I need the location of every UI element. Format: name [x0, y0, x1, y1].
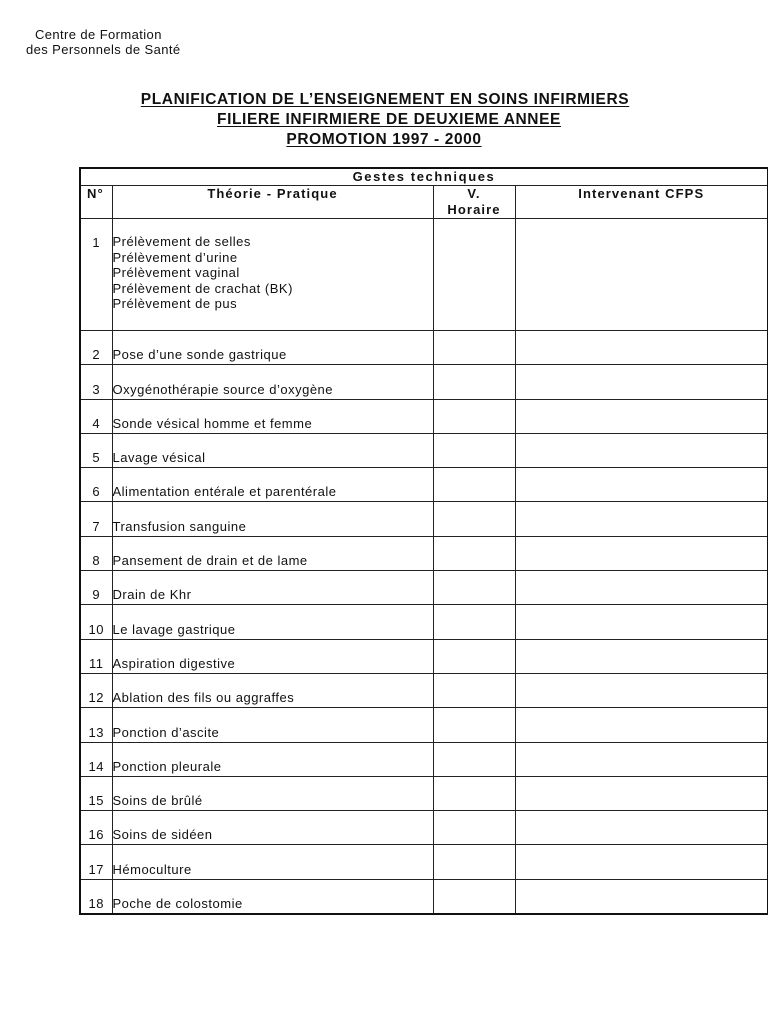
row-hours-cell[interactable]	[433, 879, 515, 914]
row-label: Aspiration digestive	[112, 639, 433, 673]
row-hours-cell[interactable]	[433, 536, 515, 570]
row-number: 1	[80, 219, 112, 331]
row-speaker-cell[interactable]	[515, 879, 768, 914]
row-number: 18	[80, 879, 112, 914]
row-number: 13	[80, 708, 112, 742]
table-caption: Gestes techniques	[80, 168, 768, 186]
row-number: 8	[80, 536, 112, 570]
row-label: Pansement de drain et de lame	[112, 536, 433, 570]
table-row	[80, 399, 768, 433]
row-hours-cell[interactable]	[433, 811, 515, 845]
organization-line-2: des Personnels de Santé	[26, 42, 181, 57]
row-speaker-cell[interactable]	[515, 433, 768, 467]
table-row	[80, 331, 768, 365]
row-hours-cell[interactable]	[433, 673, 515, 707]
row-number: 5	[80, 433, 112, 467]
row-item: Prélèvement de crachat (BK)	[112, 280, 293, 296]
row-label: Poche de colostomie	[112, 879, 433, 914]
table-row	[80, 708, 768, 742]
table-row	[80, 639, 768, 673]
row-item: Prélèvement vaginal	[112, 265, 240, 281]
row-number: 10	[80, 605, 112, 639]
row-number: 9	[80, 571, 112, 605]
table-row	[80, 536, 768, 570]
row-hours-cell[interactable]	[433, 331, 515, 365]
row-number: 3	[80, 365, 112, 399]
row-speaker-cell[interactable]	[515, 639, 768, 673]
column-header-hours	[433, 186, 515, 219]
row-hours-cell[interactable]	[433, 639, 515, 673]
row-item: Prélèvement de pus	[112, 296, 238, 312]
title-line-2: FILIERE INFIRMIERE DE DEUXIEME ANNEE	[217, 111, 561, 128]
column-header-number: N°	[80, 186, 112, 219]
row-hours-cell[interactable]	[433, 502, 515, 536]
row-number: 4	[80, 399, 112, 433]
row-speaker-cell[interactable]	[515, 468, 768, 502]
column-header-theory: Théorie - Pratique	[112, 186, 433, 219]
row-speaker-cell[interactable]	[515, 399, 768, 433]
table-row	[80, 219, 768, 331]
row-label: Ponction d’ascite	[112, 708, 433, 742]
row-hours-cell[interactable]	[433, 845, 515, 879]
techniques-table	[79, 167, 768, 915]
row-label: Le lavage gastrique	[112, 605, 433, 639]
table-row	[80, 845, 768, 879]
row-item: Prélèvement de selles	[112, 234, 251, 249]
row-speaker-cell[interactable]	[515, 776, 768, 810]
row-hours-cell[interactable]	[433, 776, 515, 810]
table-row	[80, 502, 768, 536]
row-hours-cell[interactable]	[433, 399, 515, 433]
table-row	[80, 365, 768, 399]
table-row	[80, 776, 768, 810]
title-line-1: PLANIFICATION DE L’ENSEIGNEMENT EN SOINS INFIRMIERS	[140, 91, 630, 108]
row-number: 16	[80, 811, 112, 845]
row-label: Hémoculture	[112, 845, 433, 879]
row-item: Prélèvement d’urine	[112, 249, 238, 265]
table-row	[80, 468, 768, 502]
table-row	[80, 571, 768, 605]
table-row	[80, 433, 768, 467]
column-header-hours-line1: V.	[467, 186, 481, 201]
row-speaker-cell[interactable]	[515, 219, 768, 331]
row-hours-cell[interactable]	[433, 219, 515, 331]
row-number: 17	[80, 845, 112, 879]
row-number: 2	[80, 331, 112, 365]
row-number: 6	[80, 468, 112, 502]
table-row	[80, 605, 768, 639]
row-speaker-cell[interactable]	[515, 708, 768, 742]
row-speaker-cell[interactable]	[515, 331, 768, 365]
row-hours-cell[interactable]	[433, 605, 515, 639]
row-label: Lavage vésical	[112, 433, 433, 467]
row-label: Alimentation entérale et parentérale	[112, 468, 433, 502]
row-speaker-cell[interactable]	[515, 536, 768, 570]
row-speaker-cell[interactable]	[515, 673, 768, 707]
row-speaker-cell[interactable]	[515, 845, 768, 879]
row-hours-cell[interactable]	[433, 571, 515, 605]
column-header-speaker: Intervenant CFPS	[515, 186, 768, 219]
table-row	[80, 673, 768, 707]
row-number: 11	[80, 639, 112, 673]
row-label: Ablation des fils ou aggraffes	[112, 673, 433, 707]
table-row	[80, 811, 768, 845]
row-number: 7	[80, 502, 112, 536]
row-speaker-cell[interactable]	[515, 571, 768, 605]
row-number: 15	[80, 776, 112, 810]
row-speaker-cell[interactable]	[515, 742, 768, 776]
row-label: Drain de Khr	[112, 571, 433, 605]
organization-header	[26, 27, 180, 57]
row-speaker-cell[interactable]	[515, 502, 768, 536]
row-number: 12	[80, 673, 112, 707]
row-label: Pose d’une sonde gastrique	[112, 331, 433, 365]
row-hours-cell[interactable]	[433, 365, 515, 399]
table-header-row	[80, 186, 768, 219]
table-row	[80, 742, 768, 776]
table-caption-row	[80, 168, 768, 186]
row-items	[112, 219, 433, 331]
row-hours-cell[interactable]	[433, 742, 515, 776]
row-speaker-cell[interactable]	[515, 605, 768, 639]
table-row	[80, 879, 768, 914]
column-header-hours-line2: Horaire	[447, 202, 501, 217]
row-number: 14	[80, 742, 112, 776]
row-speaker-cell[interactable]	[515, 365, 768, 399]
organization-line-1: Centre de Formation	[35, 27, 162, 42]
table-body	[80, 219, 768, 915]
row-label: Ponction pleurale	[112, 742, 433, 776]
row-label: Soins de brûlé	[112, 776, 433, 810]
row-speaker-cell[interactable]	[515, 811, 768, 845]
row-hours-cell[interactable]	[433, 468, 515, 502]
row-label: Soins de sidéen	[112, 811, 433, 845]
row-hours-cell[interactable]	[433, 433, 515, 467]
title-line-3: PROMOTION 1997 - 2000	[286, 131, 482, 148]
row-hours-cell[interactable]	[433, 708, 515, 742]
row-label: Transfusion sanguine	[112, 502, 433, 536]
row-label: Oxygénothérapie source d’oxygène	[112, 365, 433, 399]
row-label: Sonde vésical homme et femme	[112, 399, 433, 433]
document-title	[0, 90, 768, 150]
